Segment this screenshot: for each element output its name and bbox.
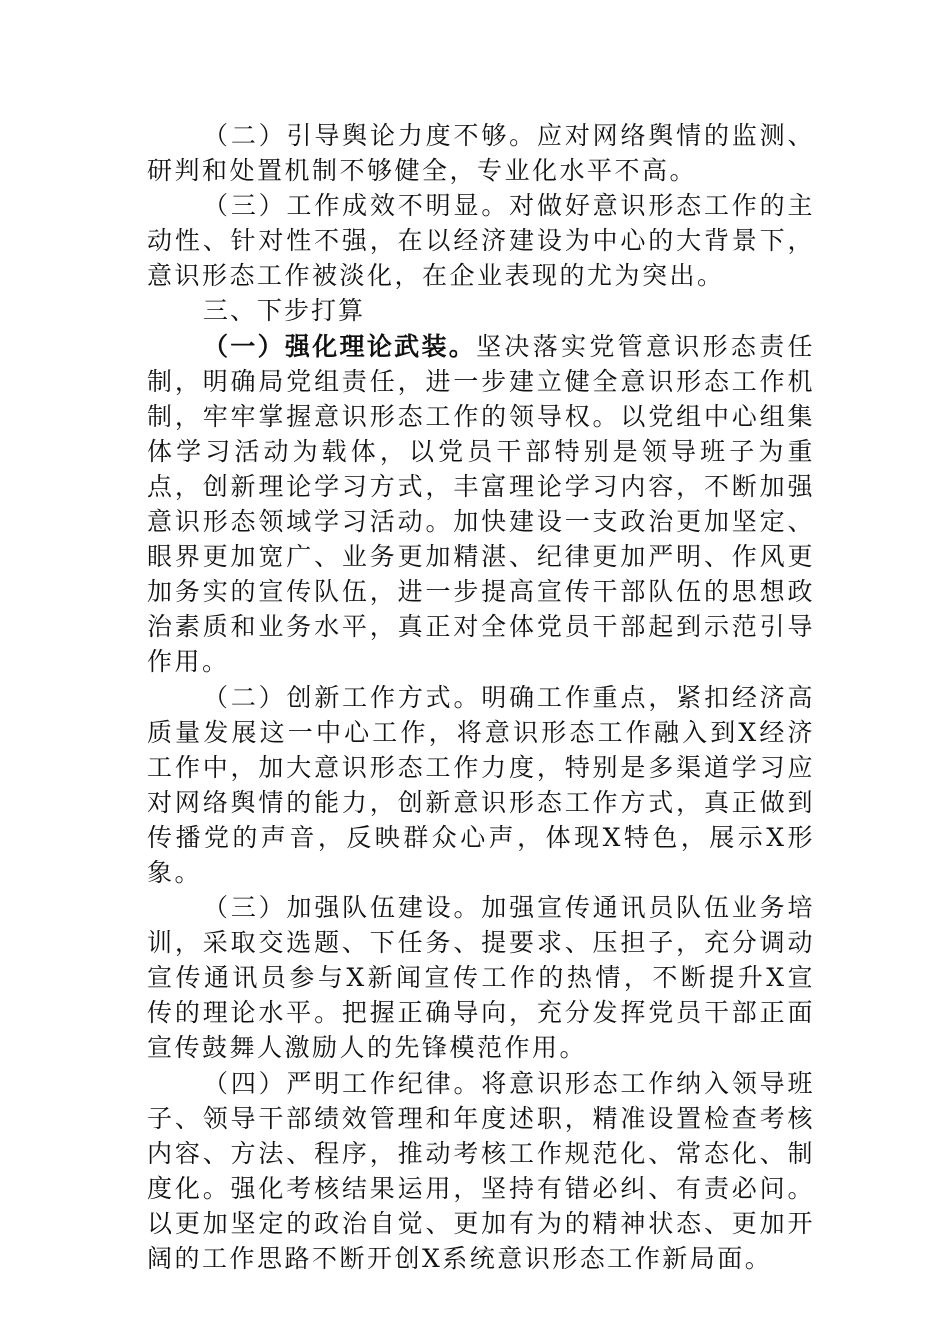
plan-text-4: 将意识形态工作纳入领导班子、领导干部绩效管理和年度述职，精准设置检查考核内容、方法、程序，推动考核工作规范化、常态化、制度化。强化考核结果运用，坚持有错必纠、有责必问。以更加坚定的政治自觉、更加有为的精神状态、更加开阔的工作思路不断开创X系统意识形态工作新局面。 [147, 1068, 815, 1273]
plan-text-2: 明确工作重点，紧扣经济高质量发展这一中心工作，将意识形态工作融入到X经济工作中，加大意识形态工作力度，特别是多渠道学习应对网络舆情的能力，创新意识形态工作方式，真正做到传播党的声音，反映群众心声，体现X特色，展示X形象。 [147, 682, 815, 887]
plan-lead-4: （四）严明工作纪律。 [203, 1068, 482, 1098]
plan-lead-2: （二）创新工作方式。 [203, 682, 482, 712]
problem-lead-3: （三）工作成效不明显。 [203, 191, 510, 221]
problem-text-3: 对做好意识形态工作的主动性、针对性不强，在以经济建设为中心的大背景下，意识形态工作被淡化，在企业表现的尤为突出。 [147, 191, 815, 291]
document-body [147, 118, 815, 1276]
problem-text-2: 应对网络舆情的监测、研判和处置机制不够健全，专业化水平不高。 [147, 121, 815, 186]
problem-lead-2: （二）引导舆论力度不够。 [203, 121, 537, 150]
plan-lead-1: （一）强化理论武装。 [203, 331, 477, 361]
plan-text-3: 加强宣传通讯员队伍业务培训，采取交选题、下任务、提要求、压担子，充分调动宣传通讯员参与X新闻宣传工作的热情，不断提升X宣传的理论水平。把握正确导向，充分发挥党员干部正面宣传鼓舞人激励人的先锋模范作用。 [147, 893, 815, 1063]
problem-paragraph-2 [147, 118, 815, 188]
plan-paragraph-4 [147, 1066, 815, 1277]
problem-paragraph-3 [147, 188, 815, 293]
plan-paragraph-3 [147, 890, 815, 1065]
plan-paragraph-2 [147, 680, 815, 891]
plan-paragraph-1 [147, 329, 815, 680]
plan-lead-3: （三）加强队伍建设。 [203, 893, 482, 923]
section-heading: 三、下步打算 [203, 296, 366, 326]
plan-text-1: 坚决落实党管意识形态责任制，明确局党组责任，进一步建立健全意识形态工作机制，牢牢掌握意识形态工作的领导权。以党组中心组集体学习活动为载体，以党员干部特别是领导班子为重点，创新理论学习方式，丰富理论学习内容，不断加强意识形态领域学习活动。加快建设一支政治更加坚定、眼界更加宽广、业务更加精湛、纪律更加严明、作风更加务实的宣传队伍，进一步提高宣传干部队伍的思想政治素质和业务水平，真正对全体党员干部起到示范引导作用。 [147, 331, 815, 677]
